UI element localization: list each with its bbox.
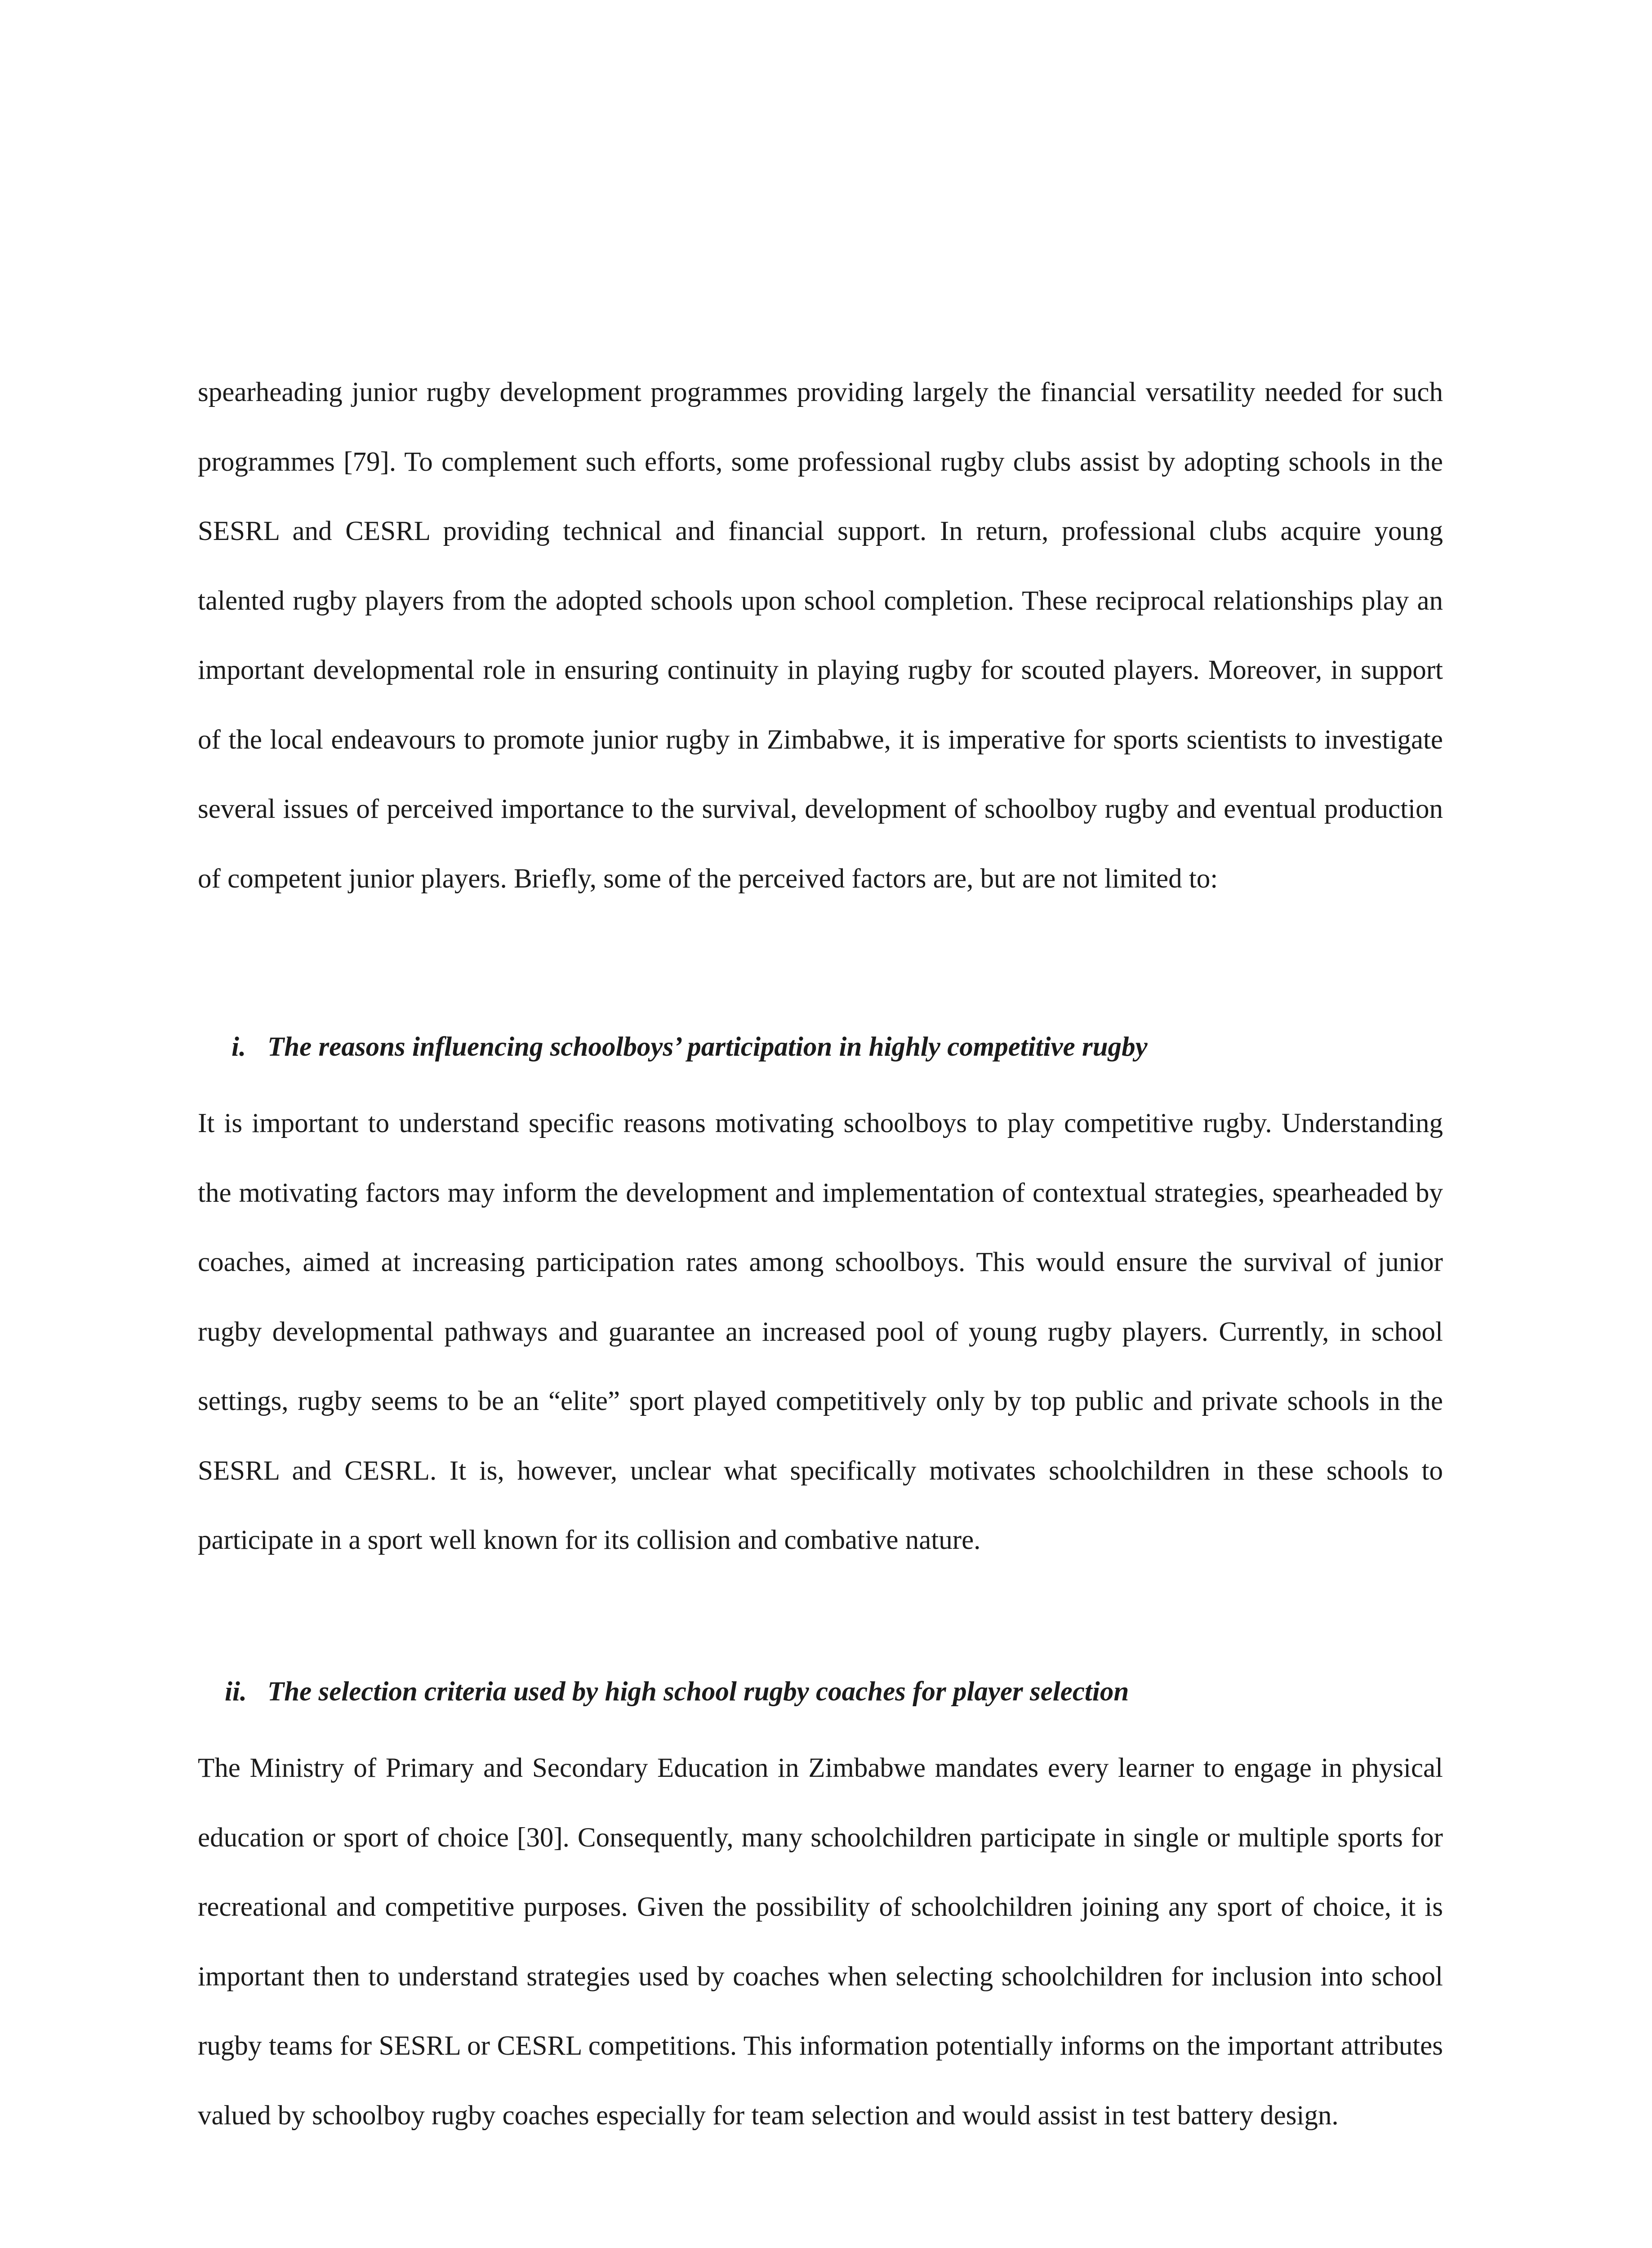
body-paragraph: spearheading junior rugby development programmes providing largely the financial versatility needed for such programmes [79]. To complement such efforts, some professional rugby clubs assist by adopting schools in the SESRL and CESRL providing technical and financial support. In return, professional clubs acquire young talented rugby players from the adopted schools upon school completion. These reciprocal relationships play an important developmental role in ensuring continuity in playing rugby for scouted players. Moreover, in support of the local endeavours to promote junior rugby in Zimbabwe, it is imperative for sports scientists to investigate several issues of perceived importance to the survival, development of schoolboy rugby and eventual production of competent junior players. Briefly, some of the perceived factors are, but are not limited to: xyxy=(198,377,1443,894)
heading-title: The selection criteria used by high school rugby coaches for player selection xyxy=(267,1677,1129,1707)
heading-number: ii. xyxy=(225,1677,247,1707)
section-heading xyxy=(198,1669,1443,1714)
heading-title: The reasons influencing schoolboys’ participation in highly competitive rugby xyxy=(267,1032,1148,1062)
body-paragraph: It is important to understand specific reasons motivating schoolboys to play competitive rugby. Understanding the motivating factors may inform the development and implementation of contextual strategies, spearheaded by coaches, aimed at increasing participation rates among schoolboys. This would ensure the survival of junior rugby developmental pathways and guarantee an increased pool of young rugby players. Currently, in school settings, rugby seems to be an “elite” sport played competitively only by top public and private schools in the SESRL and CESRL. It is, however, unclear what specifically motivates schoolchildren in these schools to participate in a sport well known for its collision and combative nature. xyxy=(198,1108,1443,1555)
heading-number: i. xyxy=(232,1032,246,1062)
body-paragraph: The Ministry of Primary and Secondary Education in Zimbabwe mandates every learner to engage in physical education or sport of choice [30]. Consequently, many schoolchildren participate in single or multiple sports for recreational and competitive purposes. Given the possibility of schoolchildren joining any sport of choice, it is important then to understand strategies used by coaches when selecting schoolchildren for inclusion into school rugby teams for SESRL or CESRL competitions. This information potentially informs on the important attributes valued by schoolboy rugby coaches especially for team selection and would assist in test battery design. xyxy=(198,1753,1443,2131)
section-heading xyxy=(198,1025,1443,1070)
